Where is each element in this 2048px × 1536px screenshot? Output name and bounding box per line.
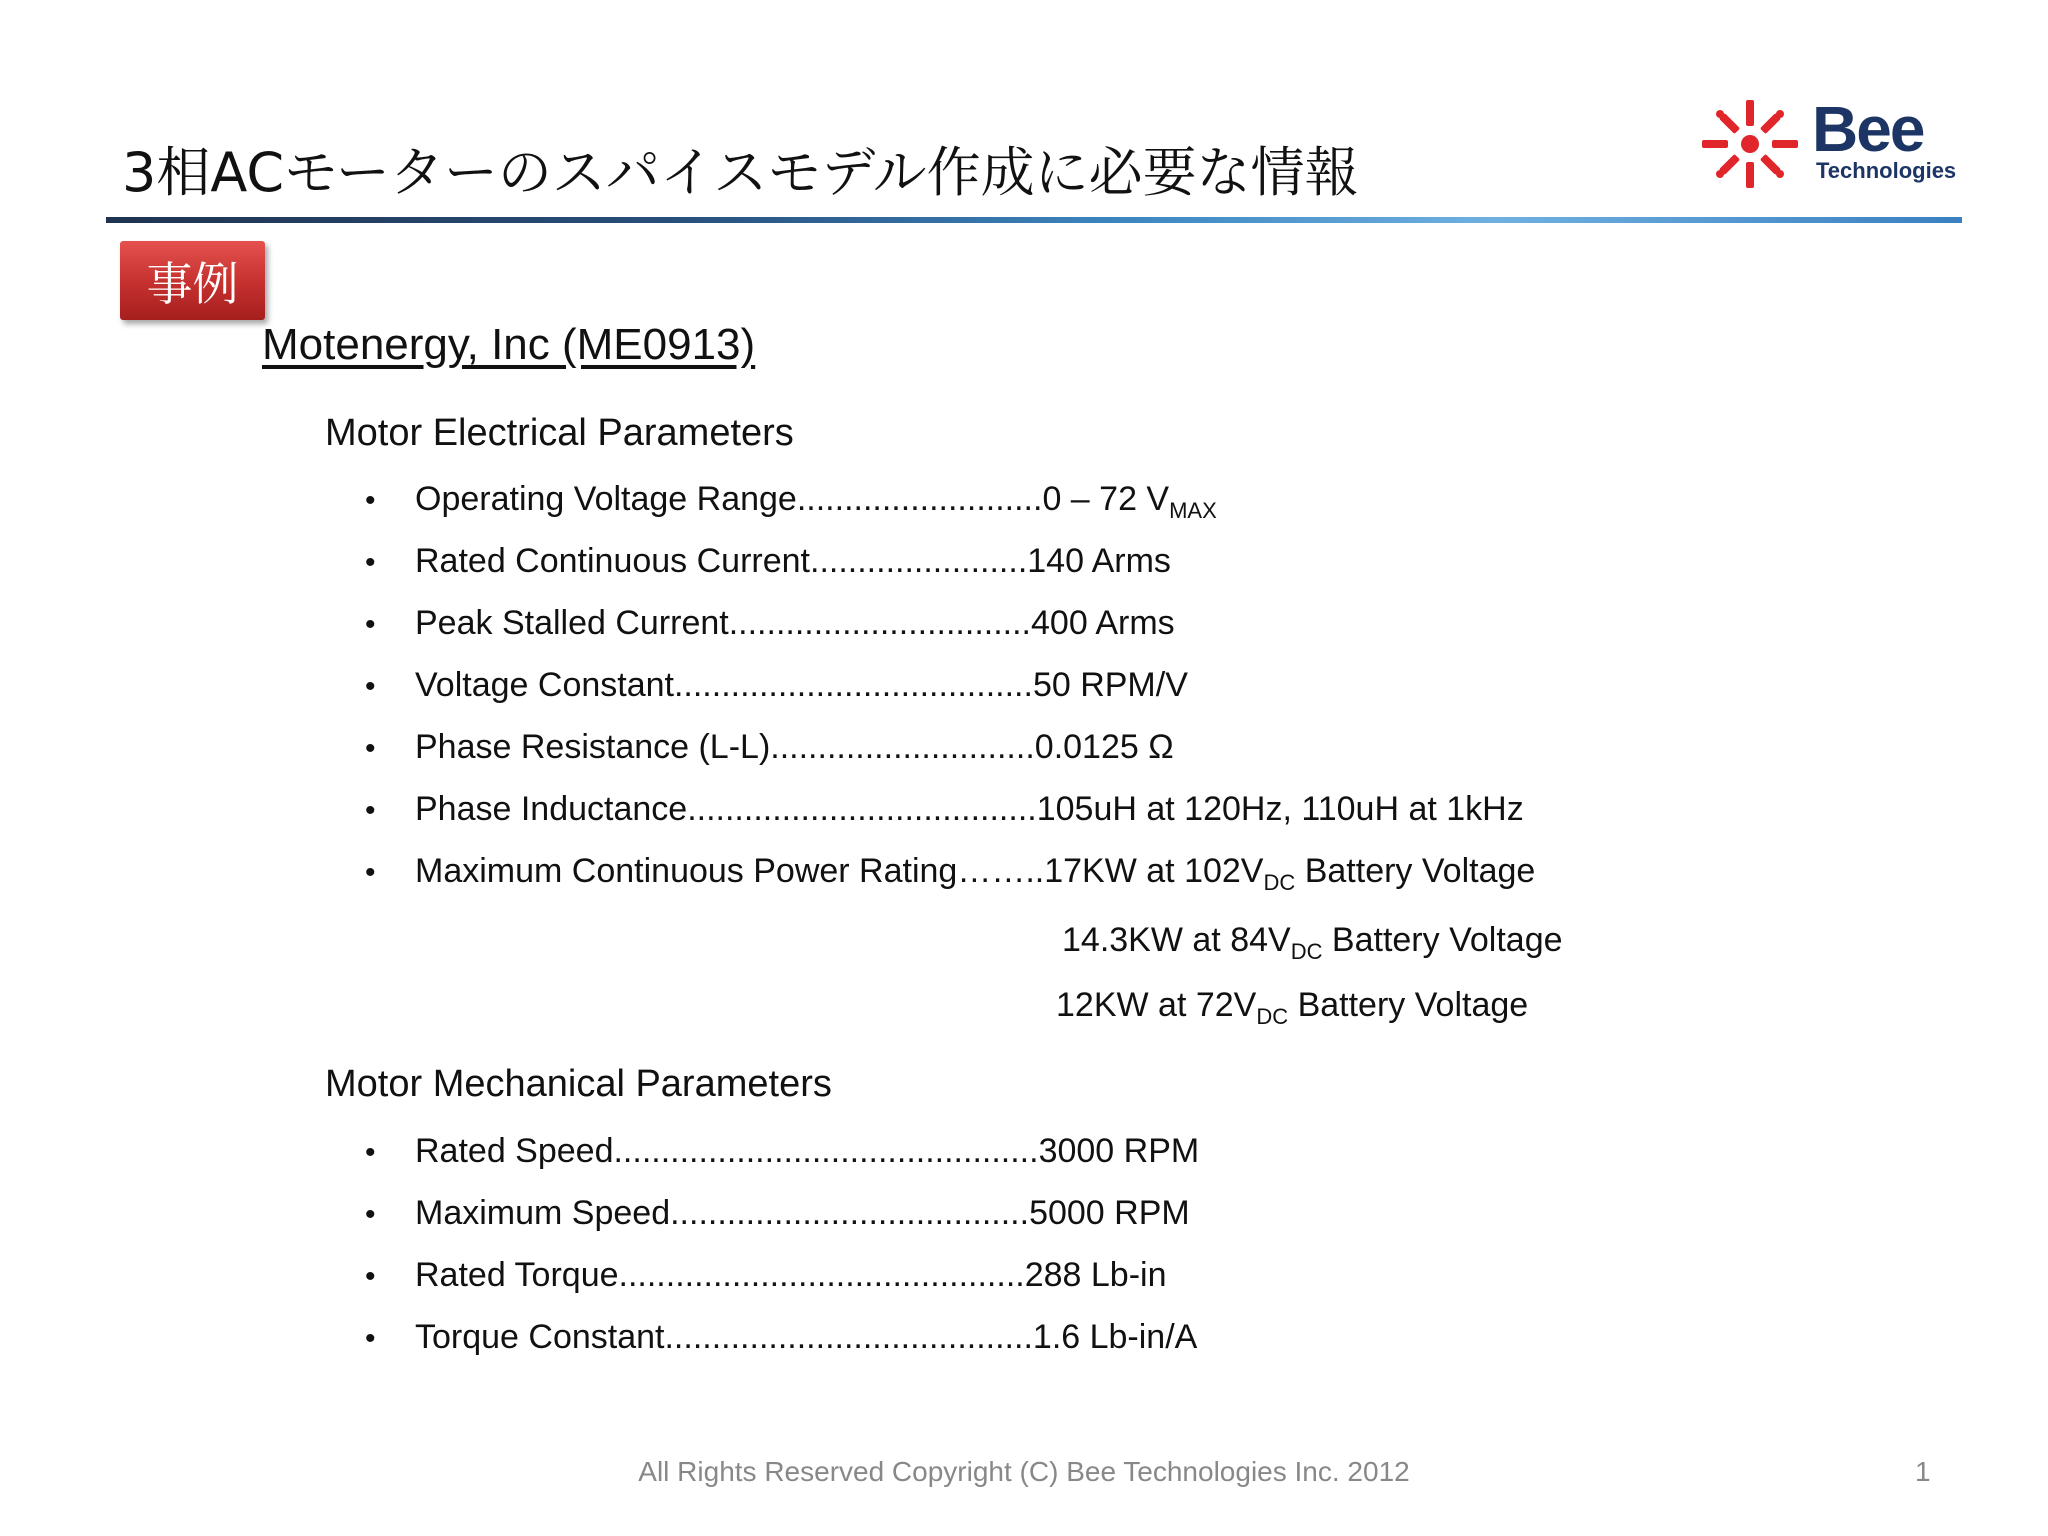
logo-subtitle: Technologies (1816, 158, 1957, 183)
param-value: 105uH at 120Hz, 110uH at 1kHz (1036, 790, 1524, 828)
param-rated-torque (415, 1256, 1167, 1295)
page-number: 1 (1915, 1456, 1931, 1487)
param-value: 0 – 72 V (1042, 480, 1170, 518)
param-label: Phase Inductance..................................... (415, 790, 1037, 828)
logo-wordmark: Bee (1812, 93, 1924, 165)
bullet: • (365, 794, 376, 827)
starburst-icon (1700, 98, 1810, 190)
power-rating-line-72v (1056, 986, 1528, 1030)
param-value: 140 Arms (1027, 542, 1171, 580)
bullet: • (365, 1322, 376, 1355)
param-label: Maximum Continuous Power Rating…….. (415, 852, 1045, 890)
bullet: • (365, 1136, 376, 1169)
mechanical-parameters-heading: Motor Mechanical Parameters (325, 1063, 832, 1105)
param-value: 1.6 Lb-in/A (1032, 1318, 1198, 1356)
param-label: Rated Continuous Current....................... (415, 542, 1028, 580)
param-value-suffix: Battery Voltage (1322, 921, 1563, 959)
param-value: 17KW at 102V (1044, 852, 1264, 890)
title-divider (106, 217, 1962, 223)
param-value: 288 Lb-in (1024, 1256, 1167, 1294)
param-subscript: DC (1263, 870, 1296, 895)
bullet: • (365, 732, 376, 765)
bee-technologies-logo (1700, 93, 1960, 190)
param-rated-speed (415, 1132, 1199, 1171)
param-maximum-speed (415, 1194, 1190, 1233)
param-value: 3000 RPM (1038, 1132, 1200, 1170)
param-label: Rated Speed............................................. (415, 1132, 1039, 1170)
bullet: • (365, 546, 376, 579)
bullet: • (365, 484, 376, 517)
param-rated-continuous-current (415, 542, 1171, 581)
bullet: • (365, 1260, 376, 1293)
param-phase-resistance (415, 728, 1174, 767)
param-value: 12KW at 72V (1056, 986, 1257, 1024)
param-value: 14.3KW at 84V (1062, 921, 1291, 959)
param-label: Phase Resistance (L-L)............................ (415, 728, 1035, 766)
param-value: 400 Arms (1031, 604, 1175, 642)
param-subscript: MAX (1169, 498, 1217, 523)
param-operating-voltage (415, 480, 1217, 524)
electrical-parameters-heading: Motor Electrical Parameters (325, 412, 794, 454)
param-label: Torque Constant....................................... (415, 1318, 1033, 1356)
param-label: Rated Torque........................................... (415, 1256, 1025, 1294)
param-label: Voltage Constant...................................... (415, 666, 1033, 704)
param-subscript: DC (1256, 1004, 1289, 1029)
param-value-suffix: Battery Voltage (1288, 986, 1529, 1024)
company-heading: Motenergy, Inc (ME0913) (262, 320, 756, 369)
param-subscript: DC (1290, 939, 1323, 964)
bullet: • (365, 670, 376, 703)
param-voltage-constant (415, 666, 1188, 705)
param-value: 0.0125 Ω (1034, 728, 1174, 766)
param-peak-stalled-current (415, 604, 1175, 643)
param-label: Maximum Speed...................................... (415, 1194, 1030, 1232)
example-badge: 事例 (120, 241, 265, 320)
param-torque-constant (415, 1318, 1197, 1357)
param-value: 50 RPM/V (1032, 666, 1188, 704)
copyright-footer: All Rights Reserved Copyright (C) Bee Technologies Inc. 2012 (638, 1456, 1410, 1487)
param-max-continuous-power (415, 852, 1535, 896)
param-label: Operating Voltage Range.......................... (415, 480, 1043, 518)
bullet: • (365, 608, 376, 641)
slide-title: 3相ACモーターのスパイスモデル作成に必要な情報 (122, 141, 1359, 204)
power-rating-line-84v (1062, 921, 1563, 965)
bullet: • (365, 1198, 376, 1231)
param-value-suffix: Battery Voltage (1295, 852, 1536, 890)
param-value: 5000 RPM (1029, 1194, 1190, 1232)
param-label: Peak Stalled Current................................ (415, 604, 1032, 642)
param-phase-inductance (415, 790, 1524, 829)
bullet: • (365, 856, 376, 889)
